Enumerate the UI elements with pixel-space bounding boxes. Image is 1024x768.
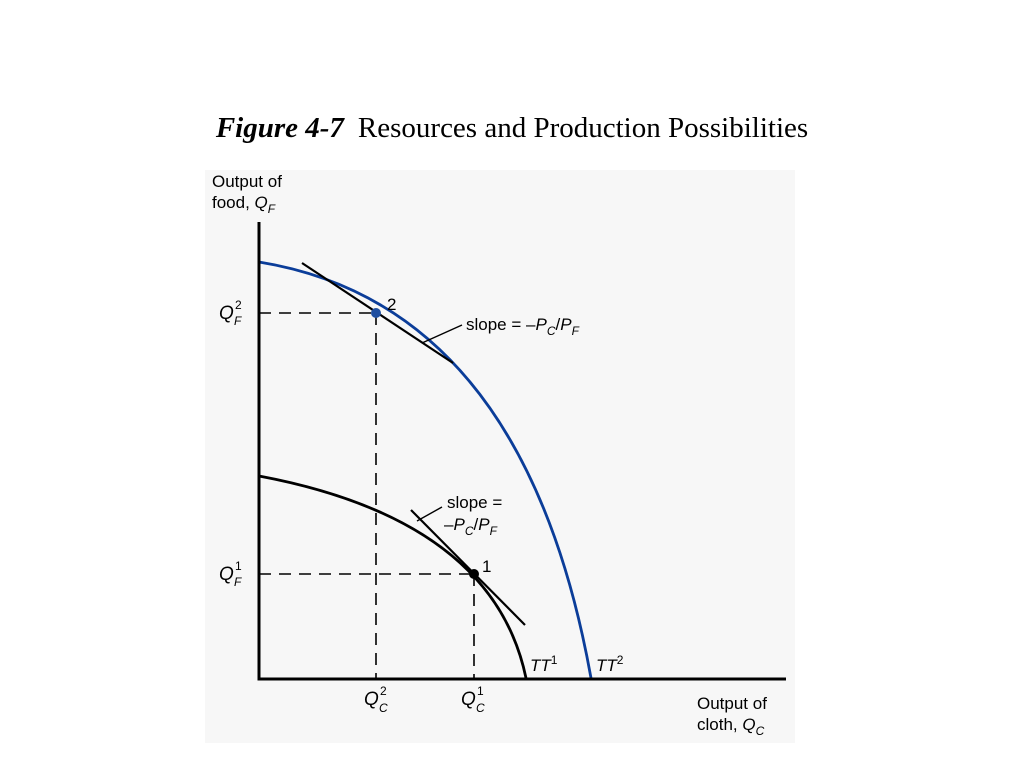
upper-slope-label: slope = $-P_C/P_F$ bbox=[466, 315, 579, 338]
svg-text:F: F bbox=[234, 314, 242, 328]
x-axis-label-line2: cloth, $Q_C$ bbox=[697, 715, 765, 738]
svg-text:Q: Q bbox=[461, 689, 476, 710]
svg-text:Q: Q bbox=[219, 303, 234, 324]
point-1-label: 1 bbox=[482, 557, 492, 576]
point-2-label: 2 bbox=[387, 295, 397, 314]
svg-text:2: 2 bbox=[235, 298, 242, 312]
x-axis-label-line1: Output of bbox=[697, 694, 767, 713]
figure-label: Figure 4-7 bbox=[215, 112, 344, 144]
svg-text:Q: Q bbox=[219, 564, 234, 585]
svg-text:C: C bbox=[476, 701, 485, 715]
tt2-curve-label: $TT^2$ bbox=[596, 653, 624, 675]
lower-slope-label-line1: slope = bbox=[447, 493, 503, 512]
svg-text:F: F bbox=[234, 575, 242, 589]
y-tick-label-qf2 bbox=[219, 298, 242, 328]
tt1-curve-label: $TT^1$ bbox=[530, 653, 558, 675]
figure-title-text: Resources and Production Possibilities bbox=[357, 112, 809, 144]
y-axis-label-line2: food, $Q_F$ bbox=[212, 193, 276, 216]
lower-slope-pointer bbox=[417, 507, 442, 521]
y-axis-label-line1: Output of bbox=[212, 172, 282, 191]
svg-text:2: 2 bbox=[380, 684, 387, 698]
y-tick-label-qf1 bbox=[219, 559, 242, 589]
axes bbox=[259, 222, 786, 679]
svg-text:1: 1 bbox=[235, 559, 242, 573]
svg-text:1: 1 bbox=[477, 684, 484, 698]
svg-text:C: C bbox=[379, 701, 388, 715]
svg-text:Q: Q bbox=[364, 689, 379, 710]
lower-slope-label-line2: $-P_C/P_F$ bbox=[444, 515, 497, 538]
point-1-marker bbox=[469, 569, 479, 579]
x-tick-label-qc2 bbox=[364, 684, 388, 715]
upper-slope-pointer bbox=[422, 325, 462, 343]
x-tick-label-qc1 bbox=[461, 684, 485, 715]
point-2-marker bbox=[371, 308, 381, 318]
